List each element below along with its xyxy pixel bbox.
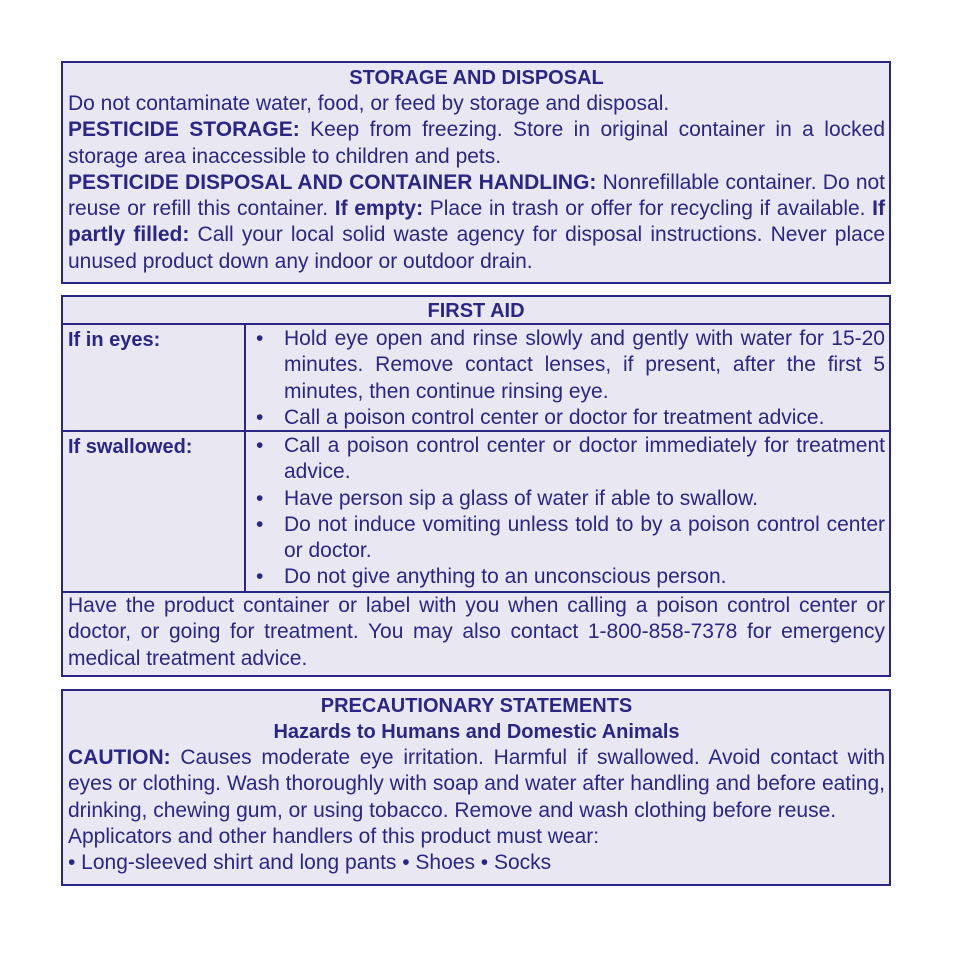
- list-item: • Hold eye open and rinse slowly and gently with water for 15-20 minutes. Remove contact lenses, if present, after the first 5 minutes, then continue rinsing eye.: [256, 326, 885, 405]
- if-partly-filled-text: Call your local solid waste agency for disposal instructions. Never place unused product down any indoor or outdoor drain.: [68, 223, 885, 273]
- pesticide-storage-paragraph: [68, 117, 885, 170]
- first-aid-footer-text: Have the product container or label with you when calling a poison control center or doctor, or going for treatment. You may also contact 1-800-858-7378 for emergency medical treatment advice.: [68, 594, 885, 670]
- precautionary-subtitle: Hazards to Humans and Domestic Animals: [273, 721, 680, 743]
- first-aid-panel: [61, 295, 891, 677]
- list-item: • Have person sip a glass of water if able to swallow.: [256, 486, 885, 512]
- first-aid-label-swallowed: If swallowed:: [63, 432, 246, 591]
- ppe-list: • Long-sleeved shirt and long pants • Shoes • Socks: [68, 851, 552, 875]
- disposal-text: Nonrefillable container. Do not reuse or refill this container.: [68, 170, 886, 221]
- first-aid-label-eyes: If in eyes:: [63, 325, 246, 430]
- storage-title: STORAGE AND DISPOSAL: [349, 67, 604, 89]
- first-aid-items-swallowed: [246, 432, 889, 591]
- applicators-text: Applicators and other handlers of this product must wear:: [68, 824, 600, 848]
- caution-paragraph: [68, 745, 885, 824]
- precautionary-statements-panel: [61, 689, 891, 886]
- disposal-label: PESTICIDE DISPOSAL AND CONTAINER HANDLING:: [68, 170, 597, 194]
- bullet-icon: •: [256, 512, 264, 536]
- list-item: • Do not induce vomiting unless told to by a poison control center or doctor.: [256, 512, 885, 565]
- bullet-icon: •: [256, 405, 264, 429]
- list-item: • Call a poison control center or doctor for treatment advice.: [256, 405, 885, 431]
- bullet-icon: •: [256, 434, 264, 457]
- list-item: • Do not give anything to an unconscious person.: [256, 564, 885, 590]
- bullet-icon: •: [256, 486, 264, 510]
- if-empty-label: If empty:: [334, 197, 424, 221]
- list-item: • Call a poison control center or doctor immediately for treatment advice.: [256, 433, 885, 486]
- first-aid-footer: [63, 593, 889, 672]
- caution-text: Causes moderate eye irritation. Harmful if swallowed. Avoid contact with eyes or clothing. Wash thoroughly with soap and water after handling and before eating, drinking, chewing gum, or using tobacco. Remove and wash clothing before reuse.: [68, 746, 885, 822]
- storage-disposal-panel: [61, 61, 891, 284]
- first-aid-items-eyes: [246, 325, 889, 430]
- bullet-icon: •: [256, 565, 264, 589]
- if-empty-text: Place in trash or offer for recycling if available.: [423, 197, 873, 221]
- first-aid-row-swallowed: [63, 432, 889, 593]
- if-partly-filled-label: If partly filled:: [68, 197, 885, 247]
- caution-label: CAUTION:: [68, 746, 171, 769]
- storage-intro: Do not contaminate water, food, or feed by storage and disposal.: [68, 92, 670, 115]
- first-aid-title: FIRST AID: [63, 297, 889, 325]
- first-aid-row-eyes: [63, 325, 889, 432]
- precautionary-title: PRECAUTIONARY STATEMENTS: [320, 695, 633, 717]
- storage-label: PESTICIDE STORAGE:: [68, 118, 300, 142]
- storage-text: Keep from freezing. Store in original container in a locked storage area inaccessible to children and pets.: [68, 118, 885, 168]
- pesticide-disposal-paragraph: [68, 170, 885, 275]
- bullet-icon: •: [256, 327, 264, 350]
